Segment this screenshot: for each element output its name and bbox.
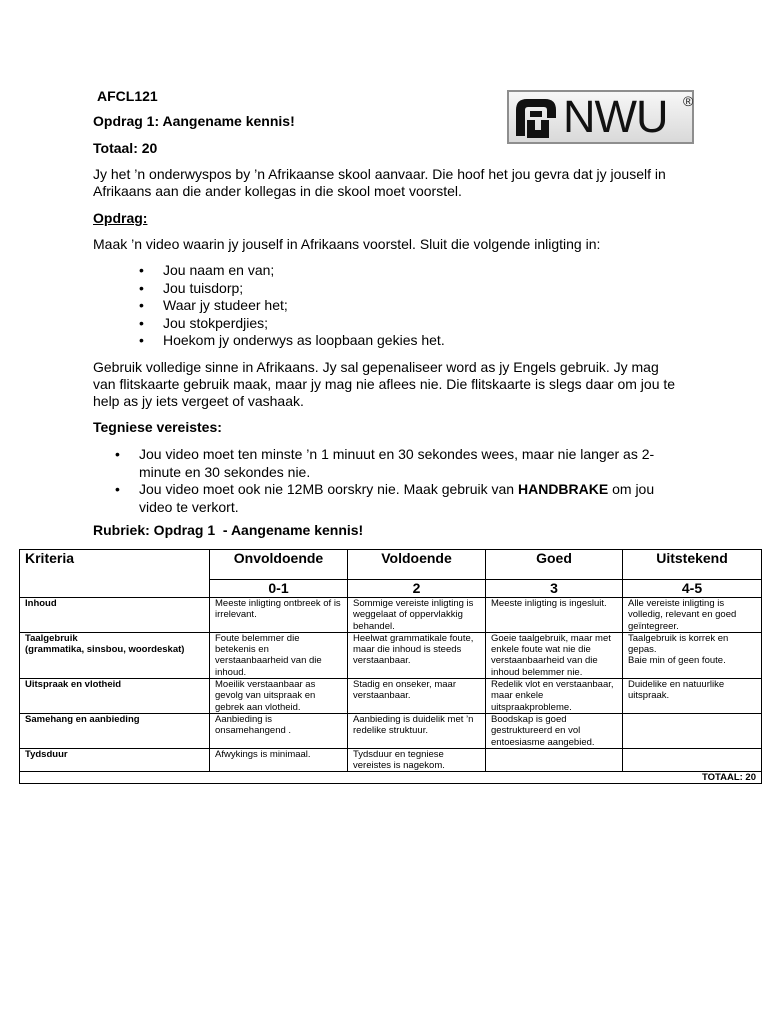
table-row xyxy=(20,679,762,714)
table-row xyxy=(20,713,762,748)
criterion-label: Taalgebruik xyxy=(25,632,78,644)
table-cell: Sommige vereiste inligting is weggelaat of oppervlakkig behandel. xyxy=(348,598,486,633)
list-item: • Jou video moet ten minste ’n 1 minuut en 30 sekondes wees, maar nie langer as 2-minute en 30 sekondes nie. xyxy=(139,446,679,481)
task-paragraph: Maak ’n video waarin jy jouself in Afrikaans voorstel. Sluit die volgende inligting in: xyxy=(93,236,601,252)
course-code: AFCL121 xyxy=(97,88,158,104)
table-cell: Foute belemmer die betekenis en verstaanbaarheid van die inhoud. xyxy=(210,632,348,678)
criterion-sublabel: (grammatika, sinsbou, woordeskat) xyxy=(25,644,185,656)
table-cell: Duidelike en natuurlike uitspraak. xyxy=(623,679,762,714)
list-item: • Jou naam en van; xyxy=(163,262,445,280)
column-header: Goed xyxy=(486,550,623,580)
intro-paragraph: Jy het ’n onderwyspos by ’n Afrikaanse skool aanvaar. Die hoof het jou gevra dat jy jouself in Afrikaans aan die ander kollegas in die skool moet voorstel. xyxy=(93,166,666,199)
list-item-text: Jou video moet ook nie 12MB oorskry nie. Maak gebruik van xyxy=(139,481,518,497)
rubric-header-row xyxy=(20,550,762,580)
table-cell: Goeie taalgebruik, maar met enkele foute wat nie die verstaanbaarheid van die inhoud belemmer nie. xyxy=(486,632,623,678)
rubric-total: TOTAAL: 20 xyxy=(20,772,762,784)
nwu-logo xyxy=(507,90,694,144)
nwu-emblem-icon xyxy=(513,96,559,140)
logo-wordmark: NWU xyxy=(563,91,668,142)
criterion-cell: Inhoud xyxy=(20,598,210,633)
score-cell: 2 xyxy=(348,580,486,598)
column-header: Kriteria xyxy=(20,550,210,598)
handbrake-text: HANDBRAKE xyxy=(517,481,609,497)
list-item: • Jou tuisdorp; xyxy=(163,280,445,298)
table-cell: Moeilik verstaanbaar as gevolg van uitspraak en gebrek aan vlotheid. xyxy=(210,679,348,714)
table-cell: Aanbieding is duidelik met ’n redelike struktuur. xyxy=(348,713,486,748)
table-cell xyxy=(623,632,762,678)
table-cell: Stadig en onseker, maar verstaanbaar. xyxy=(348,679,486,714)
table-row xyxy=(20,632,762,678)
score-cell: 3 xyxy=(486,580,623,598)
task-heading: Opdrag: xyxy=(93,210,148,226)
list-item: • Jou stokperdjies; xyxy=(163,315,445,333)
table-cell xyxy=(623,748,762,772)
technical-heading: Tegniese vereistes: xyxy=(93,419,222,435)
column-header: Onvoldoende xyxy=(210,550,348,580)
table-cell: Meeste inligting ontbreek of is irrelevant. xyxy=(210,598,348,633)
score-cell: 4-5 xyxy=(623,580,762,598)
criterion-cell: Uitspraak en vlotheid xyxy=(20,679,210,714)
list-item-text: om jou video te verkort. xyxy=(139,481,655,515)
assignment-title: Opdrag 1: Aangename kennis! xyxy=(93,113,295,129)
list-item: • Hoekom jy onderwys as loopbaan gekies het. xyxy=(163,332,445,350)
assignment-total: Totaal: 20 xyxy=(93,140,158,156)
table-row xyxy=(20,748,762,772)
table-cell: Aanbieding is onsamehangend . xyxy=(210,713,348,748)
column-header: Uitstekend xyxy=(623,550,762,580)
technical-list xyxy=(139,446,679,516)
cell-line: Taalgebruik is korrek en gepas. xyxy=(628,632,729,656)
criterion-cell: Samehang en aanbieding xyxy=(20,713,210,748)
table-cell xyxy=(486,748,623,772)
score-cell: 0-1 xyxy=(210,580,348,598)
rubric-total-row xyxy=(20,772,762,784)
column-header: Voldoende xyxy=(348,550,486,580)
table-cell xyxy=(623,713,762,748)
instructions-paragraph: Gebruik volledige sinne in Afrikaans. Jy sal gepenaliseer word as jy Engels gebruik. Jy mag van flitskaarte gebruik maak, maar jy mag nie aflees nie. Die flitskaarte is slegs daar om jou te help as jy iets vergeet of vashaak. xyxy=(93,359,676,409)
criterion-cell xyxy=(20,632,210,678)
table-cell: Afwykings is minimaal. xyxy=(210,748,348,772)
rubric-title: Rubriek: Opdrag 1 - Aangename kennis! xyxy=(93,522,364,538)
rubric-table xyxy=(19,549,762,784)
list-item: • Waar jy studeer het; xyxy=(163,297,445,315)
table-row xyxy=(20,598,762,633)
table-cell: Meeste inligting is ingesluit. xyxy=(486,598,623,633)
table-cell: Tydsduur en tegniese vereistes is nagekom. xyxy=(348,748,486,772)
registered-mark: ® xyxy=(683,93,694,109)
criterion-cell: Tydsduur xyxy=(20,748,210,772)
table-cell: Alle vereiste inligting is volledig, relevant en goed geïntegreer. xyxy=(623,598,762,633)
task-list xyxy=(163,262,445,350)
list-item xyxy=(139,481,679,516)
table-cell: Boodskap is goed gestruktureerd en vol entoesiasme aangebied. xyxy=(486,713,623,748)
cell-line: Baie min of geen foute. xyxy=(628,655,726,667)
table-cell: Redelik vlot en verstaanbaar, maar enkele uitspraakprobleme. xyxy=(486,679,623,714)
table-cell: Heelwat grammatikale foute, maar die inhoud is steeds verstaanbaar. xyxy=(348,632,486,678)
